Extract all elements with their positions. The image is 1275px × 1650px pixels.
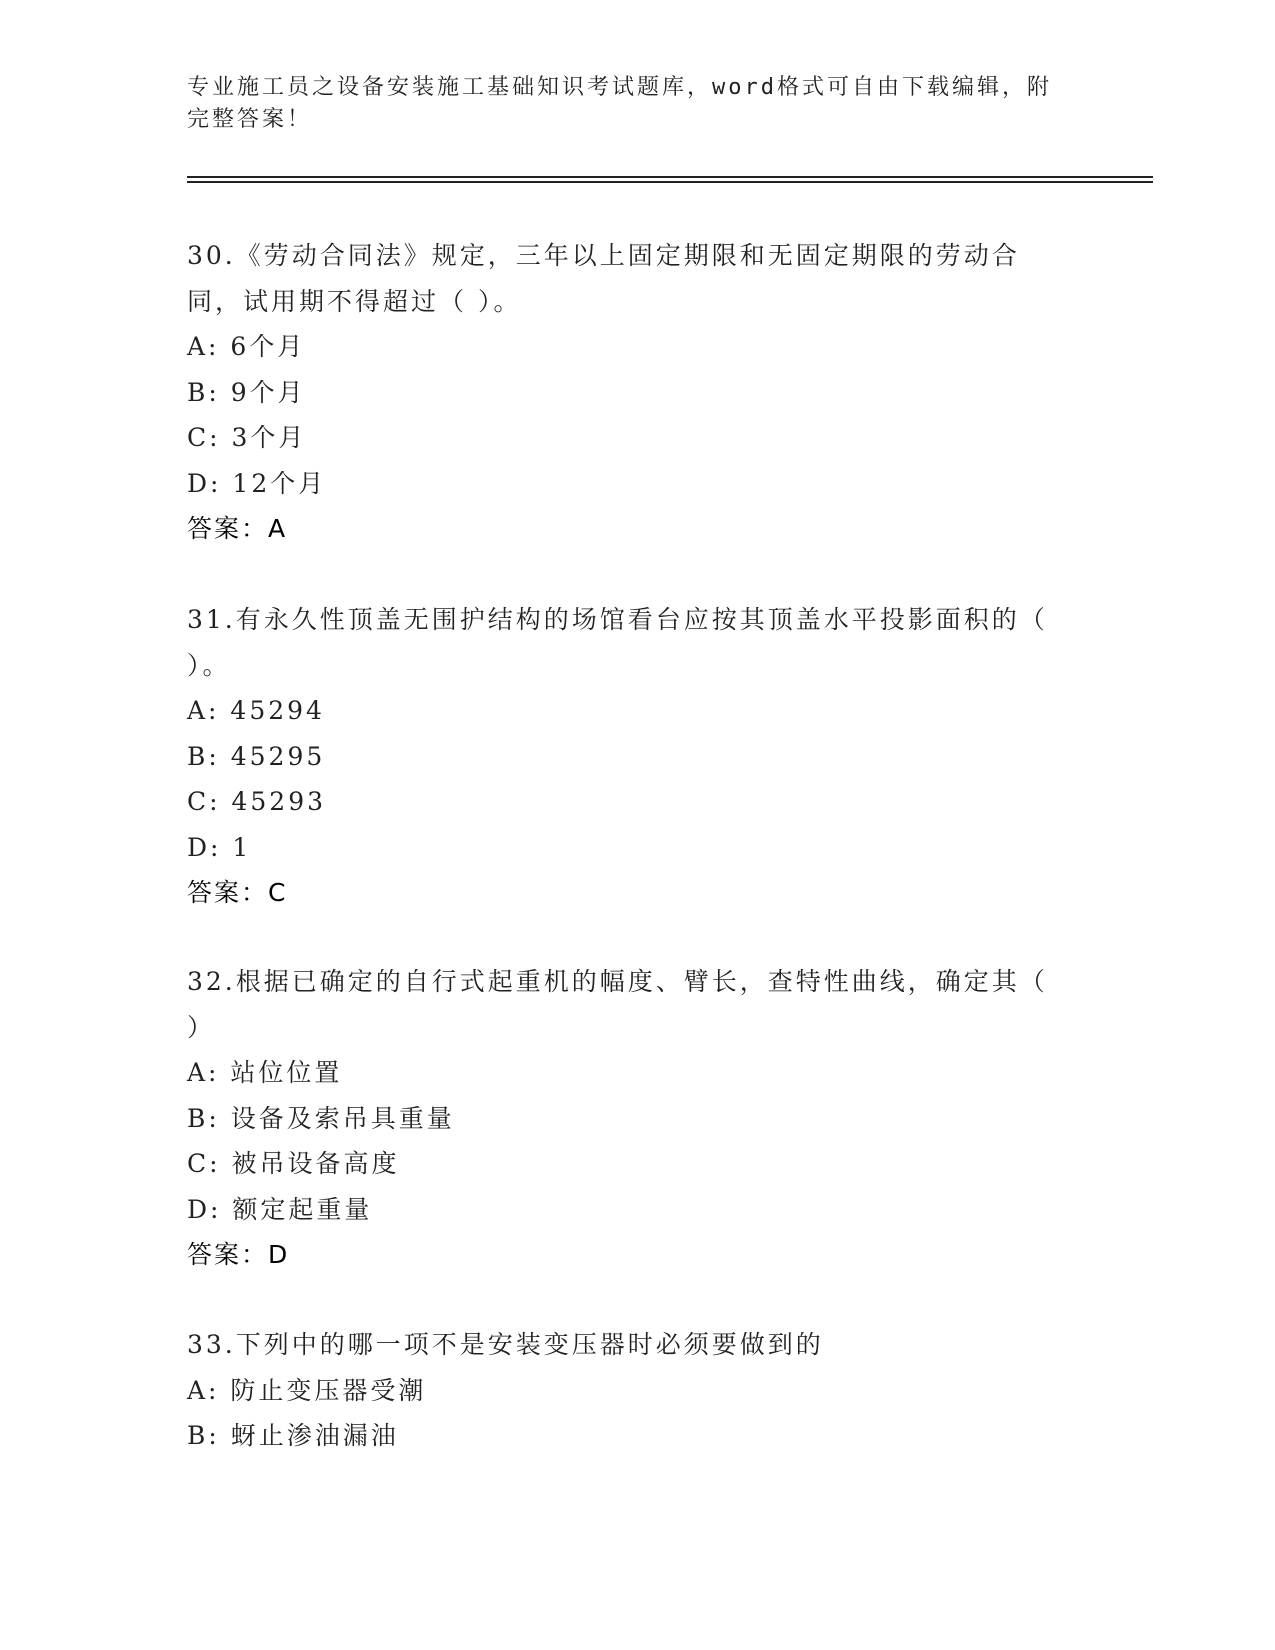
option-b: B: 45295 [187,741,326,771]
option-a: A: 6个月 [187,332,306,361]
header-divider-bottom [187,181,1153,183]
question-stem: 31.有永久性顶盖无围护结构的场馆看台应按其顶盖水平投影面积的（ ）。 [187,605,1059,680]
option-c: C: 3个月 [187,423,307,452]
option-d: D: 12个月 [187,468,327,498]
option-a: A: 防止变压器受潮 [187,1375,427,1405]
answer-label: 答案：D [187,1240,290,1269]
option-a: A: 45294 [187,696,325,725]
option-d: D: 1 [187,832,252,862]
option-b: B: 设备及索吊具重量 [187,1103,455,1133]
option-b: B: 9个月 [187,377,306,407]
option-c: C: 被吊设备高度 [187,1149,400,1178]
option-a: A: 站位位置 [187,1058,343,1087]
option-d: D: 额定起重量 [187,1194,373,1224]
question-stem: 33.下列中的哪一项不是安装变压器时必须要做到的 [187,1330,824,1359]
document-header: 专业施工员之设备安装施工基础知识考试题库，word格式可自由下载编辑，附完整答案！ [187,75,1052,132]
answer-label: 答案：A [187,514,288,543]
question-32 [187,959,1087,1278]
question-30 [187,233,1087,552]
question-stem: 30.《劳动合同法》规定，三年以上固定期限和无固定期限的劳动合同，试用期不得超过（ ）。 [187,241,1020,316]
option-b: B: 蚜止渗油漏油 [187,1421,399,1450]
answer-label: 答案：C [187,878,288,907]
question-31 [187,597,1087,916]
header-divider-top [187,176,1153,178]
question-stem: 32.根据已确定的自行式起重机的幅度、臂长，查特性曲线，确定其（ ） [187,967,1059,1042]
question-33 [187,1322,1087,1459]
option-c: C: 45293 [187,787,327,816]
